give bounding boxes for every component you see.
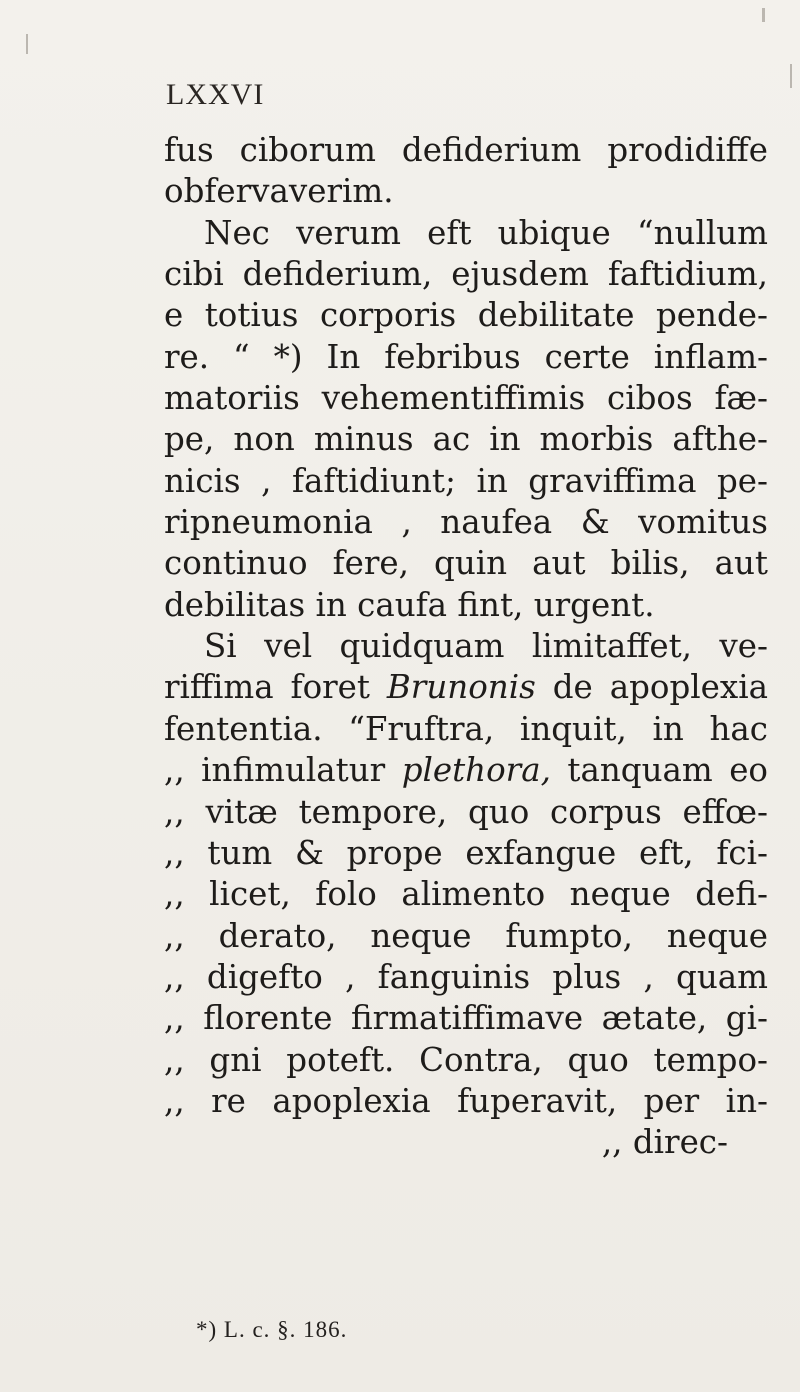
text-segment: riffima foret: [164, 668, 387, 707]
text-line: e totius corporis debilitate pende-: [164, 296, 768, 335]
text-line: pe, non minus ac in morbis afthe-: [164, 420, 768, 459]
text-line: cibi defiderium, ejusdem faftidium,: [164, 255, 768, 294]
text-line: [164, 750, 768, 791]
text-line: fententia. “Fruftra, inquit, in hac: [164, 709, 768, 748]
text-line: nicis , faftidiunt; in graviffima pe-: [164, 461, 768, 500]
text-line: ,, tum & prope exfangue eft, fci-: [164, 833, 768, 872]
italic-name: Brunonis: [386, 668, 536, 707]
text-line: Si vel quidquam limitaffet, ve-: [204, 627, 768, 666]
body-text: [164, 130, 768, 1164]
text-line: ,, re apoplexia fuperavit, per in-: [164, 1081, 768, 1120]
text-line: ,, gni poteft. Contra, quo tempo-: [164, 1040, 768, 1079]
text-line: Nec verum eft ubique “nullum: [204, 213, 768, 252]
text-line: ,, derato, neque fumpto, neque: [164, 916, 768, 955]
margin-speck: [26, 34, 28, 54]
text-line: ,, digefto , fanguinis plus , quam: [164, 957, 768, 996]
text-line: [164, 667, 768, 708]
catchword-line: ,, direc-: [601, 1123, 728, 1162]
text-segment: tanquam eo: [550, 751, 768, 790]
page-number: LXXVI: [166, 78, 265, 111]
text-line: obfervaverim.: [164, 172, 394, 211]
text-line: fus ciborum defiderium prodidiffe: [164, 131, 768, 169]
text-segment: ,, infimulatur: [164, 751, 402, 790]
text-line: ,, vitæ tempore, quo corpus effœ-: [164, 792, 768, 831]
text-line: ,, florente firmatiffimave ætate, gi-: [164, 999, 768, 1038]
text-line: ,, licet, folo alimento neque defi-: [164, 875, 768, 914]
margin-speck: [762, 8, 765, 22]
text-segment: de apoplexia: [535, 668, 768, 707]
text-line: re. “ *) In febribus certe inflam-: [164, 337, 768, 376]
text-line: continuo fere, quin aut bilis, aut: [164, 544, 768, 583]
text-line: debilitas in caufa fint, urgent.: [164, 585, 655, 624]
text-line: ripneumonia , naufea & vomitus: [164, 503, 768, 542]
italic-term: plethora,: [401, 751, 551, 790]
text-line: matoriis vehementiffimis cibos fæ-: [164, 379, 768, 418]
margin-speck: [790, 64, 792, 88]
footnote: *) L. c. §. 186.: [196, 1317, 348, 1342]
